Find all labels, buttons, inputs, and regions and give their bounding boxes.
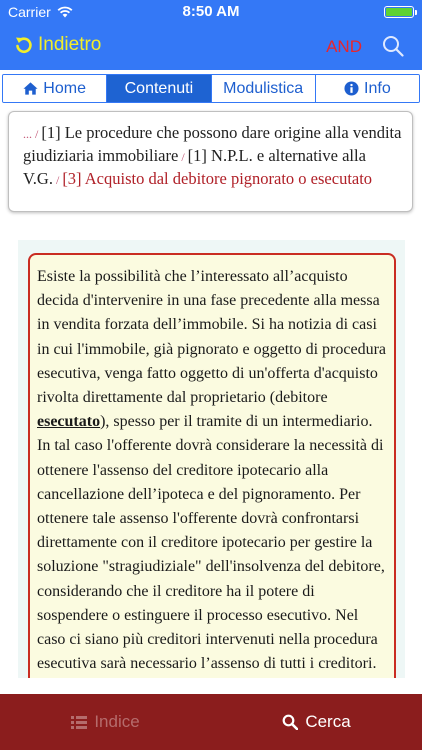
segmented-tabs [2,74,420,103]
back-button[interactable] [14,34,101,56]
and-toggle[interactable]: AND [326,37,362,56]
glossary-link-esecutato[interactable]: esecutato [37,413,101,431]
carrier-label: Carrier [8,4,51,20]
search-icon [282,714,298,730]
breadcrumb-item-1[interactable]: [1] Le procedure che possono dare origine alla vendita giudiziaria immobiliare [23,123,402,165]
list-icon [71,714,87,730]
undo-arrow-icon [14,35,34,55]
info-icon [344,81,359,96]
battery-icon [384,6,414,18]
article-text-part-2: ), spesso per il tramite di un intermediario. In tal caso l'offerente dovrà considerare la necessità di ottenere l'assenso del creditore ipotecario alla cancellazione dell’ipoteca e del pignoramento. Per ottenere tale assenso l'offerente dovrà confrontarsi direttamente con il creditore ipotecario per gestire la soluzione "stragiudiziale" dell'insolvenza del debitore, considerando che il creditore ha il potere di sospendere o estinguere il processo esecutivo. Nel caso ci siano più creditori intervenuti nella procedura esecutiva sarà necessario l’assenso di tutti i creditori. [37,413,385,673]
nav-bar [0,24,422,70]
tab-modulistica[interactable] [212,75,316,102]
cerca-button[interactable] [211,694,422,750]
breadcrumb-current: [3] Acquisto dal debitore pignorato o esecutato [62,169,373,188]
tab-home-label: Home [43,79,86,97]
tab-info[interactable] [316,75,419,102]
tab-contenuti[interactable] [107,75,211,102]
status-time: 8:50 AM [182,3,240,20]
cerca-label: Cerca [305,712,351,731]
article-text [28,253,396,678]
tab-contenuti-label: Contenuti [124,79,194,97]
breadcrumb [8,111,413,212]
indice-label: Indice [94,712,140,731]
breadcrumb-separator: / [55,173,60,187]
breadcrumb-ellipsis[interactable]: ... [23,127,32,141]
bottom-toolbar [0,694,422,750]
tab-info-label: Info [364,79,391,97]
tab-modulistica-label: Modulistica [223,79,304,97]
home-icon [23,81,38,96]
breadcrumb-separator: / [35,127,39,141]
back-label: Indietro [38,34,102,55]
breadcrumb-separator: / [181,150,185,164]
tab-home[interactable] [3,75,107,102]
search-icon[interactable] [382,35,404,57]
content-area[interactable] [18,240,405,678]
breadcrumb-item-2[interactable]: [1] N.P.L. e alternative alla V.G. [23,146,366,188]
article-text-part-1: Esiste la possibilità che l’interessato all’acquisto decida d'intervenire in una fase precedente alla messa in vendita forzata dell’immobile. Si ha notizia di casi in cui l'immobile, già pignorato e oggetto di procedura esecutiva, venga fatto oggetto di un'offerta d'acquisto rivolta direttamente dal proprietario (debitore [37,268,387,407]
status-bar [0,0,422,24]
indice-button[interactable] [0,694,211,750]
